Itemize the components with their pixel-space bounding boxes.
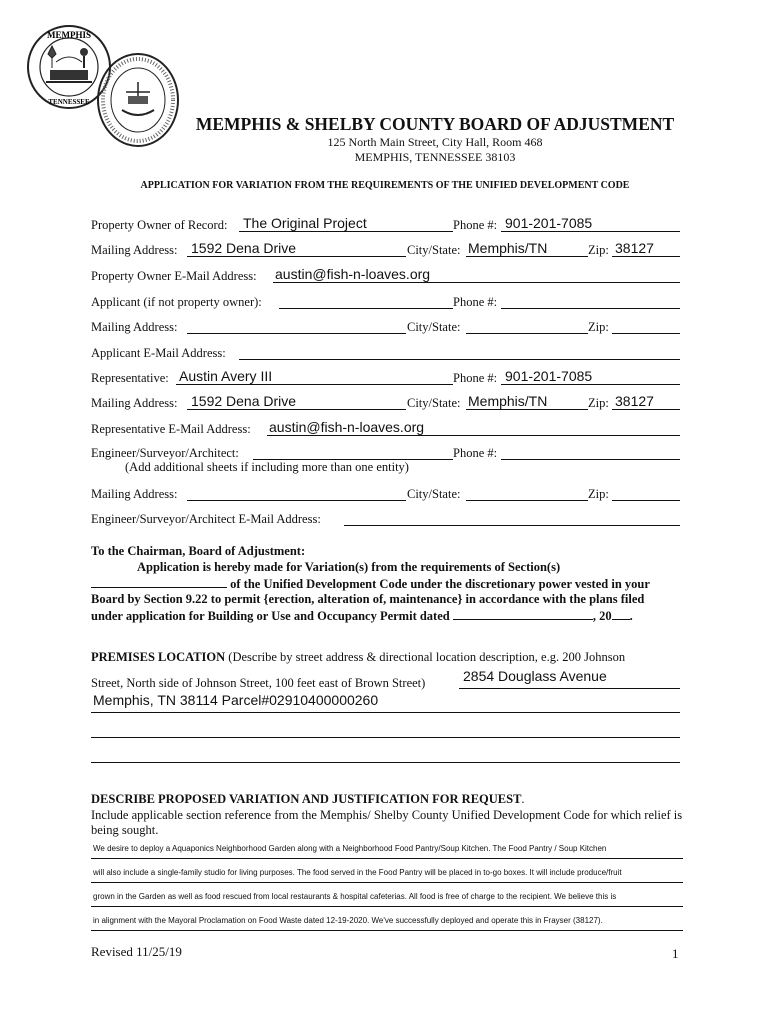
engineer-zip-line[interactable] (612, 500, 680, 501)
representative-mailing-row (91, 391, 680, 411)
owner-city-line (466, 256, 588, 257)
justification-heading-line (91, 792, 525, 807)
premises-line1-underline (459, 688, 680, 689)
representative-label: Representative: (91, 371, 169, 385)
justification-line-1[interactable] (91, 834, 683, 859)
owner-mailing-line (187, 256, 406, 257)
applicant-city-label: City/State: (407, 320, 461, 334)
engineer-mailing-row (91, 482, 680, 502)
request-line4: under application for Building or Use and Occupancy Permit dated (91, 609, 450, 623)
premises-line3-underline[interactable] (91, 737, 680, 738)
applicant-line[interactable] (279, 308, 453, 309)
representative-mailing-label: Mailing Address: (91, 396, 178, 410)
representative-row (91, 366, 680, 386)
seal-top-text: MEMPHIS (47, 30, 91, 40)
additional-sheets-note: (Add additional sheets if including more than one entity) (125, 460, 409, 474)
applicant-mailing-row (91, 315, 680, 335)
engineer-email-line[interactable] (344, 525, 680, 526)
applicant-label: Applicant (if not property owner): (91, 295, 262, 309)
seal-bottom-text: TENNESSEE (48, 98, 90, 106)
request-line1: Application is hereby made for Variation(s) from the requirements of Section(s) (137, 560, 561, 574)
owner-zip-field[interactable]: 38127 (615, 240, 654, 256)
applicant-email-line[interactable] (239, 359, 680, 360)
owner-phone-label: Phone #: (453, 218, 498, 232)
justification-line-4[interactable] (91, 906, 683, 931)
owner-mailing-row (91, 238, 680, 258)
representative-name-field[interactable]: Austin Avery III (179, 368, 273, 384)
representative-city-line (466, 409, 588, 410)
representative-city-field[interactable]: Memphis/TN (468, 393, 548, 409)
justification-text-1: We desire to deploy a Aquaponics Neighborhood Garden along with a Neighborhood Food Pantry/Soup Kitchen. The Food Pantry / Soup Kitchen (93, 844, 607, 853)
revised-date: Revised 11/25/19 (91, 944, 182, 959)
section-number-blank[interactable] (91, 575, 227, 588)
representative-email-field[interactable]: austin@fish-n-loaves.org (269, 419, 425, 435)
representative-zip-line (612, 409, 680, 410)
applicant-mailing-line[interactable] (187, 333, 406, 334)
owner-zip-line (612, 256, 680, 257)
applicant-mailing-label: Mailing Address: (91, 320, 178, 334)
owner-zip-label: Zip: (588, 243, 609, 257)
page-number: 1 (672, 946, 679, 961)
request-line2-wrap (91, 575, 683, 592)
owner-mailing-label: Mailing Address: (91, 243, 178, 257)
engineer-phone-label: Phone #: (453, 446, 498, 460)
owner-email-field[interactable]: austin@fish-n-loaves.org (275, 266, 431, 282)
justification-line-2[interactable] (91, 858, 683, 883)
justification-text-3: grown in the Garden as well as food rescued from local restaurants & hospital cafeterias. All food is free of charge to the recipient. We believe this is (93, 892, 617, 901)
premises-parcel-field[interactable]: Memphis, TN 38114 Parcel#02910400000260 (93, 692, 379, 708)
applicant-phone-label: Phone #: (453, 295, 498, 309)
owner-city-field[interactable]: Memphis/TN (468, 240, 548, 256)
representative-city-label: City/State: (407, 396, 461, 410)
representative-phone-field[interactable]: 901-201-7085 (505, 368, 593, 384)
applicant-zip-line[interactable] (612, 333, 680, 334)
owner-mailing-field[interactable]: 1592 Dena Drive (191, 240, 297, 256)
representative-zip-label: Zip: (588, 396, 609, 410)
premises-line4-underline[interactable] (91, 762, 680, 763)
premises-instruction: (Describe by street address & directional location description, e.g. 200 Johnson (225, 650, 626, 664)
engineer-city-line[interactable] (466, 500, 588, 501)
page-title: MEMPHIS & SHELBY COUNTY BOARD OF ADJUSTMENT (195, 114, 675, 134)
justification-text-4: in alignment with the Mayoral Proclamation on Food Waste dated 12-19-2020. We've successfully deployed and operate this in Frayser (38127). (93, 916, 603, 925)
request-year-label: , 20 (592, 609, 612, 623)
permit-date-blank[interactable] (453, 607, 593, 620)
owner-phone-field[interactable]: 901-201-7085 (505, 215, 593, 231)
owner-email-label: Property Owner E-Mail Address: (91, 269, 257, 283)
justification-text-2: will also include a single-family studio for living purposes. The food served in the Food Pantry will be placed in to-go boxes. It will include produce/fruit (93, 868, 622, 877)
owner-record-line (239, 231, 453, 232)
justification-heading: DESCRIBE PROPOSED VARIATION AND JUSTIFICATION FOR REQUEST (91, 792, 522, 806)
premises-line2-underline (91, 712, 680, 713)
representative-email-label: Representative E-Mail Address: (91, 422, 251, 436)
owner-email-line (273, 282, 680, 283)
request-line4-end: . (629, 609, 633, 623)
owner-city-label: City/State: (407, 243, 461, 257)
application-title: APPLICATION FOR VARIATION FROM THE REQUIREMENTS OF THE UNIFIED DEVELOPMENT CODE (140, 180, 630, 191)
representative-phone-line (501, 384, 680, 385)
applicant-email-label: Applicant E-Mail Address: (91, 346, 226, 360)
premises-address-field[interactable]: 2854 Douglass Avenue (463, 668, 607, 684)
engineer-city-label: City/State: (407, 487, 461, 501)
justification-line-3[interactable] (91, 882, 683, 907)
premises-example: Street, North side of Johnson Street, 100 feet east of Brown Street) (91, 676, 426, 690)
permit-year-blank[interactable] (612, 607, 630, 620)
engineer-zip-label: Zip: (588, 487, 609, 501)
representative-email-row (91, 417, 680, 437)
applicant-row (91, 290, 680, 310)
engineer-email-label: Engineer/Surveyor/Architect E-Mail Address: (91, 512, 321, 526)
applicant-zip-label: Zip: (588, 320, 609, 334)
owner-name-field[interactable]: The Original Project (243, 215, 367, 231)
owner-email-row (91, 264, 680, 284)
engineer-row (91, 441, 680, 461)
representative-email-line (267, 435, 680, 436)
request-line2: of the Unified Development Code under the discretionary power vested in your (227, 577, 650, 591)
representative-mailing-line (187, 409, 406, 410)
request-line3: Board by Section 9.22 to permit {erection, alteration of, maintenance} in accordance with the plans filed (91, 592, 645, 606)
engineer-mailing-line[interactable] (187, 500, 406, 501)
engineer-phone-line[interactable] (501, 459, 680, 460)
representative-phone-label: Phone #: (453, 371, 498, 385)
justification-instruction: Include applicable section reference from the Memphis/ Shelby County Unified Development Code for which relief is being sought. (91, 808, 683, 837)
board-address-line1: 125 North Main Street, City Hall, Room 468 (327, 135, 543, 149)
representative-zip-field[interactable]: 38127 (615, 393, 654, 409)
applicant-city-line[interactable] (466, 333, 588, 334)
engineer-email-row (91, 507, 680, 527)
premises-heading: PREMISES LOCATION (91, 650, 226, 664)
engineer-mailing-label: Mailing Address: (91, 487, 178, 501)
owner-record-label: Property Owner of Record: (91, 218, 228, 232)
premises-heading-line (91, 650, 625, 665)
applicant-phone-line[interactable] (501, 308, 680, 309)
engineer-label: Engineer/Surveyor/Architect: (91, 446, 239, 460)
board-address-line2: MEMPHIS, TENNESSEE 38103 (354, 150, 516, 164)
request-salutation: To the Chairman, Board of Adjustment: (91, 544, 306, 558)
representative-mailing-field[interactable]: 1592 Dena Drive (191, 393, 297, 409)
owner-phone-line (501, 231, 680, 232)
applicant-email-row (91, 341, 680, 361)
request-line4-wrap (91, 607, 683, 624)
representative-line (176, 384, 453, 385)
justification-heading-end: . (521, 792, 525, 806)
owner-record-row (91, 213, 680, 233)
